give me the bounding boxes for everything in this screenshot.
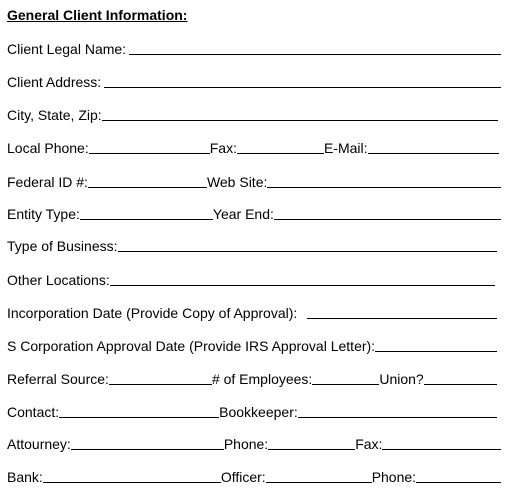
attourney-phone-field[interactable] (268, 449, 355, 450)
entity-type-row (7, 204, 501, 222)
bookkeeper-label: Bookkeeper: (219, 404, 298, 420)
attourney-fax-label: Fax: (355, 436, 383, 452)
federal-id-row (7, 172, 501, 190)
web-site-field[interactable] (267, 187, 501, 188)
client-address-row (7, 72, 501, 90)
federal-id-field[interactable] (88, 187, 207, 188)
bank-field[interactable] (43, 482, 221, 483)
s-corp-approval-label: S Corporation Approval Date (Provide IRS Approval Letter): (7, 338, 376, 354)
local-phone-field[interactable] (89, 153, 210, 154)
referral-source-field[interactable] (109, 384, 212, 385)
union-field[interactable] (424, 384, 497, 385)
attourney-field[interactable] (71, 449, 224, 450)
city-state-zip-label: City, State, Zip: (7, 107, 102, 123)
officer-label: Officer: (220, 469, 266, 485)
client-legal-name-field[interactable] (129, 54, 501, 55)
bank-phone-label: Phone: (371, 469, 417, 485)
year-end-label: Year End: (212, 206, 274, 222)
web-site-label: Web Site: (206, 174, 268, 190)
type-of-business-field[interactable] (118, 251, 497, 252)
referral-source-row (7, 369, 501, 387)
city-state-zip-row (7, 105, 501, 123)
attourney-phone-label: Phone: (223, 436, 269, 452)
bank-label: Bank: (7, 469, 43, 485)
contact-row (7, 402, 501, 420)
form-title: General Client Information: (7, 7, 188, 23)
incorporation-date-label: Incorporation Date (Provide Copy of Approval): (7, 305, 298, 321)
union-label: Union? (379, 371, 424, 387)
type-of-business-label: Type of Business: (7, 238, 118, 254)
email-field[interactable] (368, 153, 499, 154)
other-locations-label: Other Locations: (7, 272, 110, 288)
bank-phone-field[interactable] (416, 482, 501, 483)
local-phone-row (7, 138, 501, 156)
type-of-business-row (7, 236, 501, 254)
fax-label: Fax: (209, 140, 237, 156)
entity-type-field[interactable] (80, 219, 213, 220)
city-state-zip-field[interactable] (102, 120, 498, 121)
federal-id-label: Federal ID #: (7, 174, 88, 190)
contact-field[interactable] (59, 417, 219, 418)
incorporation-date-row (7, 303, 501, 321)
s-corp-approval-field[interactable] (375, 351, 497, 352)
email-label: E-Mail: (323, 140, 368, 156)
client-address-label: Client Address: (7, 74, 102, 90)
fax-field[interactable] (237, 153, 324, 154)
contact-label: Contact: (7, 404, 60, 420)
s-corp-approval-row (7, 336, 501, 354)
referral-source-label: Referral Source: (7, 371, 109, 387)
bookkeeper-field[interactable] (298, 417, 497, 418)
other-locations-field[interactable] (110, 285, 495, 286)
other-locations-row (7, 270, 501, 288)
employees-field[interactable] (312, 384, 379, 385)
local-phone-label: Local Phone: (7, 140, 89, 156)
bank-row (7, 467, 501, 485)
entity-type-label: Entity Type: (7, 206, 80, 222)
client-legal-name-row (7, 39, 501, 57)
client-address-field[interactable] (104, 87, 501, 88)
client-legal-name-label: Client Legal Name: (7, 41, 127, 57)
officer-field[interactable] (266, 482, 372, 483)
attourney-fax-field[interactable] (382, 449, 501, 450)
year-end-field[interactable] (274, 219, 501, 220)
attourney-row (7, 434, 501, 452)
employees-label: # of Employees: (211, 371, 313, 387)
attourney-label: Attourney: (7, 436, 71, 452)
incorporation-date-field[interactable] (307, 318, 497, 319)
